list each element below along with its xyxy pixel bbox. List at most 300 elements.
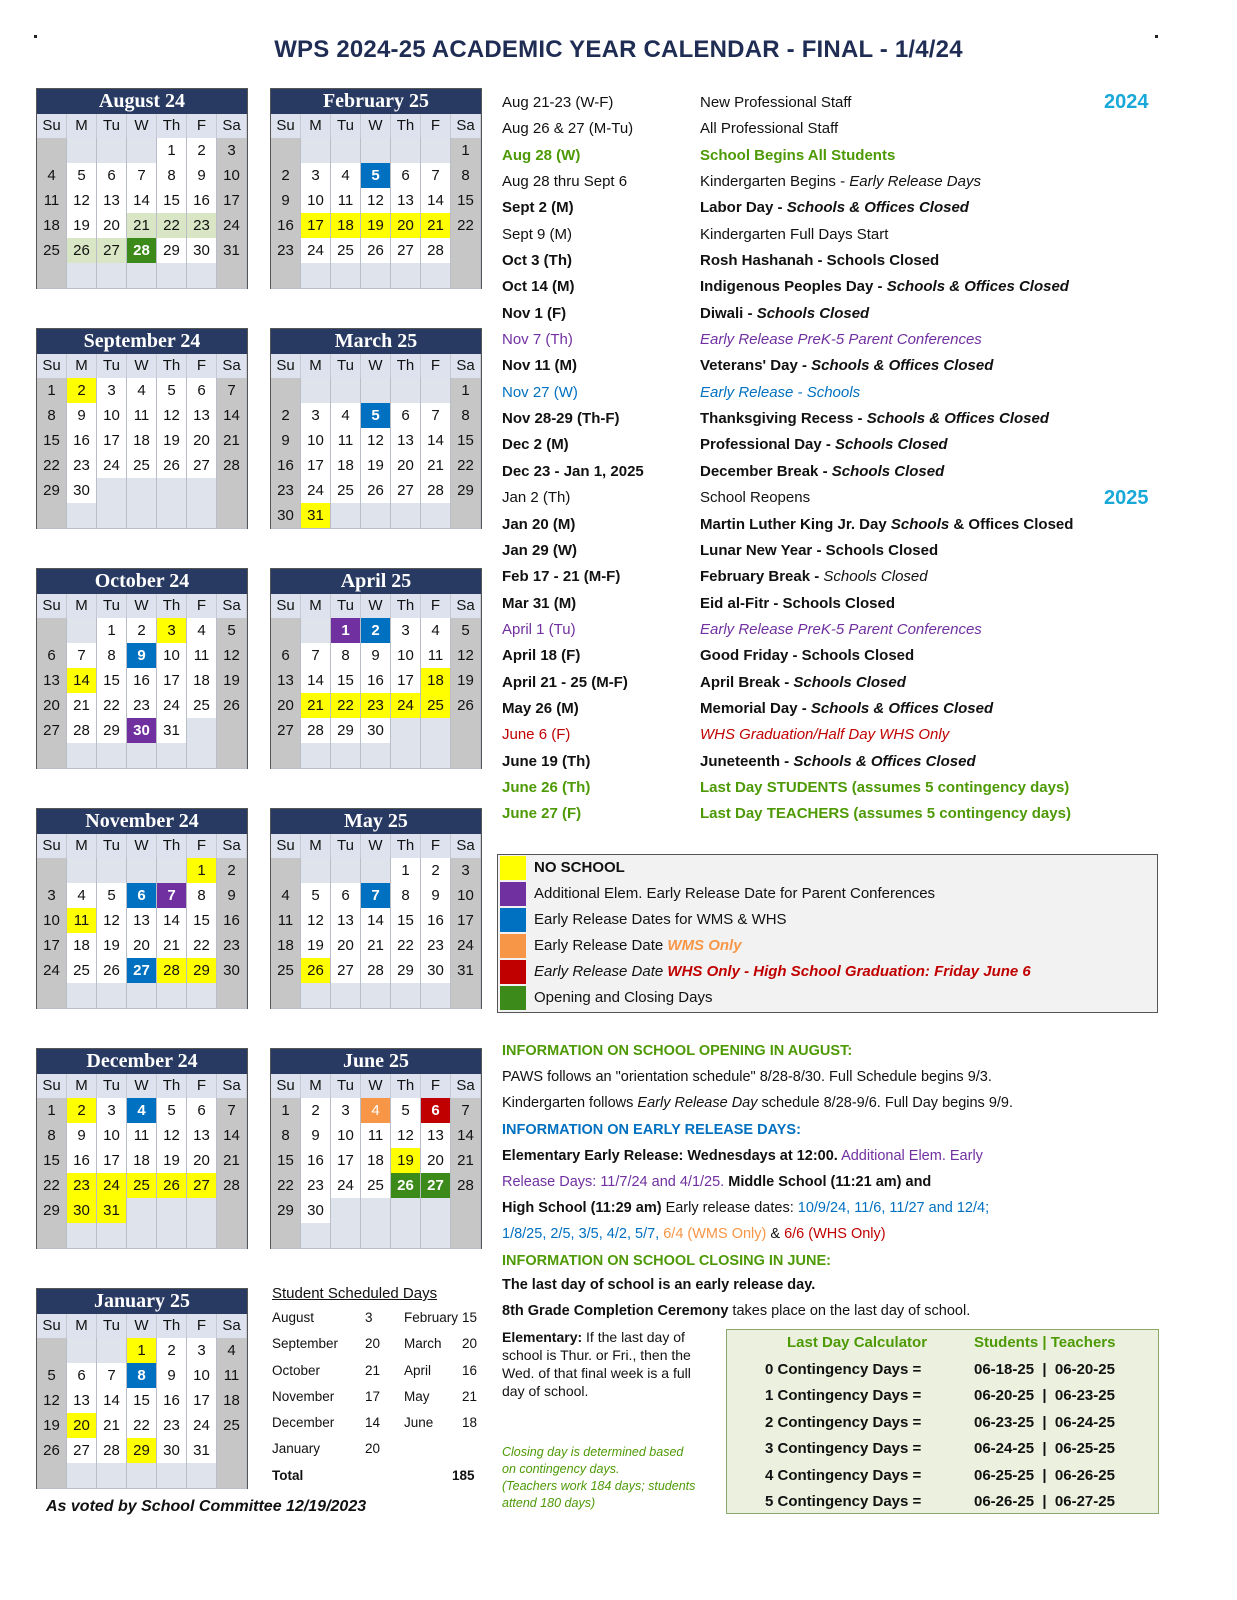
event-row — [502, 225, 1122, 251]
calculator-header: Last Day Calculator Students | Teachers — [787, 1334, 1116, 1351]
day-cell: 19 — [217, 668, 247, 694]
day-cell: 27 — [187, 453, 217, 479]
legend-swatch — [500, 908, 526, 932]
empty-cell — [187, 1198, 217, 1224]
empty-cell — [301, 618, 331, 644]
day-cell: 16 — [421, 908, 451, 934]
event-date: Aug 28 thru Sept 6 — [502, 173, 628, 191]
empty-cell — [97, 1223, 127, 1249]
day-cell: 25 — [37, 238, 67, 264]
day-cell: 1 — [97, 618, 127, 644]
empty-cell — [187, 1463, 217, 1489]
calculator-row: 1 Contingency Days = 06-20-25 | 06-23-25 — [765, 1387, 1115, 1404]
empty-cell — [301, 743, 331, 769]
day-cell: 21 — [97, 1413, 127, 1439]
month-header: December 24 — [37, 1049, 247, 1074]
day-cell: 20 — [127, 933, 157, 959]
day-cell: 26 — [361, 238, 391, 264]
weekday-label: Tu — [97, 114, 127, 138]
day-cell: 20 — [391, 213, 421, 239]
weekday-label: M — [301, 114, 331, 138]
event-description: Indigenous Peoples Day - Schools & Offices Closed — [700, 278, 1069, 296]
day-cell: 22 — [391, 933, 421, 959]
empty-cell — [331, 983, 361, 1009]
week-row — [37, 1438, 247, 1463]
month-header: November 24 — [37, 809, 247, 834]
day-cell: 26 — [157, 453, 187, 479]
event-row — [502, 146, 1122, 172]
day-cell: 11 — [127, 403, 157, 429]
event-list — [502, 93, 1122, 831]
empty-cell — [217, 503, 247, 529]
day-cell: 17 — [391, 668, 421, 694]
day-cell: 26 — [67, 238, 97, 264]
empty-cell — [301, 138, 331, 164]
day-cell: 1 — [271, 1098, 301, 1124]
day-cell: 31 — [97, 1198, 127, 1224]
day-cell: 1 — [331, 618, 361, 644]
day-cell: 2 — [301, 1098, 331, 1124]
event-row — [502, 435, 1122, 461]
day-cell: 2 — [271, 403, 301, 429]
legend-item — [498, 985, 1157, 1011]
day-cell: 29 — [331, 718, 361, 744]
legend-item — [498, 959, 1157, 985]
week-row — [37, 428, 247, 453]
weekday-label: Tu — [331, 354, 361, 378]
week-row — [37, 138, 247, 163]
day-cell: 25 — [127, 453, 157, 479]
day-cell: 27 — [127, 958, 157, 984]
weekday-label: Sa — [451, 1074, 481, 1098]
day-cell: 1 — [127, 1338, 157, 1364]
schedule-row: September 20 March 20 — [272, 1336, 478, 1352]
day-cell: 20 — [37, 693, 67, 719]
day-cell: 29 — [127, 1438, 157, 1464]
day-cell: 16 — [271, 453, 301, 479]
empty-cell — [451, 1198, 481, 1224]
weekday-label: Su — [271, 354, 301, 378]
day-cell: 14 — [451, 1123, 481, 1149]
day-cell: 30 — [127, 718, 157, 744]
early-release-line: Release Days: 11/7/24 and 4/1/25. Middle School (11:21 am) and — [502, 1174, 932, 1190]
empty-cell — [37, 263, 67, 289]
empty-cell — [331, 378, 361, 404]
day-cell: 28 — [127, 238, 157, 264]
event-date: Nov 1 (F) — [502, 304, 567, 322]
day-cell: 15 — [271, 1148, 301, 1174]
day-cell: 12 — [391, 1123, 421, 1149]
week-row — [37, 1413, 247, 1438]
empty-cell — [391, 378, 421, 404]
weekday-label: W — [361, 594, 391, 618]
day-cell: 14 — [217, 403, 247, 429]
empty-cell — [37, 618, 67, 644]
day-cell: 21 — [67, 693, 97, 719]
day-cell: 25 — [271, 958, 301, 984]
week-row — [271, 1098, 481, 1123]
legend-item — [498, 933, 1157, 959]
week-row — [271, 693, 481, 718]
day-cell: 17 — [157, 668, 187, 694]
day-cell: 18 — [127, 1148, 157, 1174]
day-cell: 17 — [187, 1388, 217, 1414]
week-row — [37, 958, 247, 983]
day-cell: 6 — [271, 643, 301, 669]
event-row — [502, 515, 1122, 541]
week-row — [37, 1463, 247, 1488]
empty-cell — [37, 1338, 67, 1364]
event-description: Lunar New Year - Schools Closed — [700, 541, 939, 559]
week-row — [271, 428, 481, 453]
empty-cell — [331, 503, 361, 529]
week-row — [271, 933, 481, 958]
week-row — [37, 668, 247, 693]
day-cell: 9 — [127, 643, 157, 669]
month-header: February 25 — [271, 89, 481, 114]
weekday-label: Tu — [331, 1074, 361, 1098]
legend-item — [498, 855, 1157, 881]
day-cell: 23 — [67, 453, 97, 479]
weekday-label: Su — [271, 1074, 301, 1098]
day-cell: 16 — [67, 428, 97, 454]
day-cell: 23 — [67, 1173, 97, 1199]
day-cell: 7 — [157, 883, 187, 909]
week-row — [271, 403, 481, 428]
week-row — [37, 618, 247, 643]
weekday-label: Th — [157, 594, 187, 618]
day-cell: 22 — [157, 213, 187, 239]
empty-cell — [421, 983, 451, 1009]
day-cell: 23 — [361, 693, 391, 719]
day-cell: 6 — [127, 883, 157, 909]
weekday-label: Su — [37, 1314, 67, 1338]
day-cell: 17 — [217, 188, 247, 214]
day-cell: 27 — [391, 238, 421, 264]
empty-cell — [271, 743, 301, 769]
event-date: May 26 (M) — [502, 699, 579, 717]
day-cell: 28 — [67, 718, 97, 744]
legend-item — [498, 881, 1157, 907]
event-date: Feb 17 - 21 (M-F) — [502, 568, 621, 586]
day-cell: 5 — [391, 1098, 421, 1124]
event-description: Early Release PreK-5 Parent Conferences — [700, 620, 982, 638]
empty-cell — [451, 718, 481, 744]
day-cell: 8 — [451, 403, 481, 429]
day-cell: 27 — [391, 478, 421, 504]
week-row — [271, 453, 481, 478]
day-cell: 26 — [217, 693, 247, 719]
event-description: Thanksgiving Recess - Schools & Offices Closed — [700, 410, 1050, 428]
legend-swatch — [500, 856, 526, 880]
weekday-label: Th — [391, 834, 421, 858]
day-cell: 11 — [331, 188, 361, 214]
event-description: Kindergarten Begins - Early Release Days — [700, 173, 981, 191]
empty-cell — [331, 1223, 361, 1249]
day-cell: 26 — [157, 1173, 187, 1199]
legend-swatch — [500, 934, 526, 958]
day-cell: 29 — [271, 1198, 301, 1224]
day-cell: 1 — [391, 858, 421, 884]
empty-cell — [301, 263, 331, 289]
day-cell: 20 — [421, 1148, 451, 1174]
weekday-label: W — [127, 594, 157, 618]
empty-cell — [361, 983, 391, 1009]
day-cell: 10 — [451, 883, 481, 909]
day-cell: 26 — [391, 1173, 421, 1199]
day-cell: 15 — [451, 428, 481, 454]
day-cell: 30 — [187, 238, 217, 264]
event-description: Good Friday - Schools Closed — [700, 647, 915, 665]
day-cell: 23 — [271, 478, 301, 504]
day-cell: 23 — [301, 1173, 331, 1199]
day-cell: 8 — [451, 163, 481, 189]
early-release-line: 1/8/25, 2/5, 3/5, 4/2, 5/7, 6/4 (WMS Only) & 6/6 (WHS Only) — [502, 1226, 886, 1242]
day-cell: 4 — [127, 1098, 157, 1124]
day-cell: 16 — [127, 668, 157, 694]
day-cell: 30 — [217, 958, 247, 984]
last-day-calculator — [726, 1329, 1159, 1514]
empty-cell — [157, 1223, 187, 1249]
closing-info-heading: INFORMATION ON SCHOOL CLOSING IN JUNE: — [502, 1253, 831, 1269]
day-cell: 25 — [331, 238, 361, 264]
empty-cell — [37, 858, 67, 884]
day-cell: 12 — [451, 643, 481, 669]
weekday-label: Tu — [331, 114, 361, 138]
day-cell: 12 — [301, 908, 331, 934]
week-row — [37, 693, 247, 718]
day-cell: 12 — [157, 1123, 187, 1149]
weekday-label: M — [301, 834, 331, 858]
weekday-label: Sa — [217, 114, 247, 138]
day-cell: 30 — [67, 478, 97, 504]
event-description: Labor Day - Schools & Offices Closed — [700, 199, 969, 217]
day-cell: 19 — [361, 453, 391, 479]
schedule-total-row: Total 185 — [272, 1467, 475, 1483]
day-cell: 24 — [97, 1173, 127, 1199]
empty-cell — [217, 743, 247, 769]
elementary-note: Elementary: If the last day of school is Thur. or Fri., then the Wed. of that final week is a full day of school. — [502, 1329, 691, 1399]
week-row — [271, 238, 481, 263]
empty-cell — [97, 983, 127, 1009]
week-row — [271, 1198, 481, 1223]
event-row — [502, 699, 1122, 725]
closing-day-note: Closing day is determined based on contingency days. (Teachers work 184 days; students attend 180 days) — [502, 1445, 696, 1510]
empty-cell — [421, 1223, 451, 1249]
day-cell: 19 — [301, 933, 331, 959]
day-cell: 31 — [451, 958, 481, 984]
day-cell: 14 — [157, 908, 187, 934]
day-cell: 20 — [271, 693, 301, 719]
day-cell: 2 — [67, 378, 97, 404]
day-cell: 1 — [187, 858, 217, 884]
day-cell: 22 — [97, 693, 127, 719]
event-row — [502, 251, 1122, 277]
day-cell: 10 — [331, 1123, 361, 1149]
day-cell: 22 — [271, 1173, 301, 1199]
day-cell: 13 — [391, 428, 421, 454]
event-row — [502, 356, 1122, 382]
weekday-label: Th — [391, 594, 421, 618]
schedule-row: August 3 February 15 — [272, 1310, 478, 1325]
weekday-label: F — [187, 594, 217, 618]
week-row — [37, 188, 247, 213]
event-description: Last Day STUDENTS (assumes 5 contingency days) — [700, 778, 1070, 796]
empty-cell — [217, 478, 247, 504]
event-description: Martin Luther King Jr. Day Schools & Offices Closed — [700, 515, 1074, 533]
day-cell: 15 — [157, 188, 187, 214]
day-cell: 28 — [301, 718, 331, 744]
day-cell: 23 — [187, 213, 217, 239]
day-cell: 5 — [67, 163, 97, 189]
day-cell: 2 — [67, 1098, 97, 1124]
day-cell: 23 — [421, 933, 451, 959]
day-cell: 21 — [421, 453, 451, 479]
day-cell: 15 — [451, 188, 481, 214]
empty-cell — [391, 1223, 421, 1249]
day-cell: 24 — [451, 933, 481, 959]
day-cell: 9 — [361, 643, 391, 669]
empty-cell — [361, 263, 391, 289]
empty-cell — [127, 478, 157, 504]
day-cell: 13 — [97, 188, 127, 214]
weekday-label: W — [127, 1074, 157, 1098]
day-cell: 19 — [361, 213, 391, 239]
week-row — [271, 668, 481, 693]
day-cell: 10 — [217, 163, 247, 189]
weekday-label: Th — [157, 1074, 187, 1098]
day-cell: 29 — [157, 238, 187, 264]
empty-cell — [271, 858, 301, 884]
day-cell: 16 — [217, 908, 247, 934]
event-row — [502, 198, 1122, 224]
event-date: Nov 7 (Th) — [502, 331, 573, 349]
event-date: June 6 (F) — [502, 726, 571, 744]
day-cell: 6 — [97, 163, 127, 189]
weekday-label: W — [127, 834, 157, 858]
event-description: Memorial Day - Schools & Offices Closed — [700, 699, 994, 717]
day-cell: 18 — [37, 213, 67, 239]
day-cell: 14 — [127, 188, 157, 214]
month-header: August 24 — [37, 89, 247, 114]
day-cell: 9 — [217, 883, 247, 909]
day-cell: 5 — [97, 883, 127, 909]
day-cell: 13 — [127, 908, 157, 934]
day-cell: 3 — [157, 618, 187, 644]
day-cell: 14 — [361, 908, 391, 934]
day-cell: 21 — [127, 213, 157, 239]
legend-label: Opening and Closing Days — [534, 989, 713, 1006]
day-cell: 30 — [67, 1198, 97, 1224]
weekday-label: Tu — [97, 1074, 127, 1098]
weekday-label: F — [187, 354, 217, 378]
empty-cell — [421, 263, 451, 289]
empty-cell — [127, 743, 157, 769]
day-cell: 30 — [157, 1438, 187, 1464]
day-cell: 3 — [451, 858, 481, 884]
day-cell: 7 — [127, 163, 157, 189]
empty-cell — [127, 983, 157, 1009]
day-cell: 4 — [421, 618, 451, 644]
empty-cell — [391, 503, 421, 529]
empty-cell — [271, 983, 301, 1009]
day-cell: 6 — [67, 1363, 97, 1389]
empty-cell — [127, 503, 157, 529]
calculator-row: 5 Contingency Days = 06-26-25 | 06-27-25 — [765, 1493, 1115, 1510]
day-cell: 4 — [67, 883, 97, 909]
empty-cell — [361, 1223, 391, 1249]
event-row — [502, 330, 1122, 356]
day-cell: 22 — [187, 933, 217, 959]
day-cell: 13 — [187, 1123, 217, 1149]
weekday-label: F — [421, 354, 451, 378]
weekday-label: M — [67, 1314, 97, 1338]
weekday-label: Tu — [331, 834, 361, 858]
weekday-label: Th — [157, 114, 187, 138]
empty-cell — [37, 1223, 67, 1249]
event-row — [502, 409, 1122, 435]
day-cell: 28 — [421, 478, 451, 504]
weekday-label: M — [67, 114, 97, 138]
day-cell: 11 — [187, 643, 217, 669]
week-row — [271, 163, 481, 188]
weekday-label: F — [421, 1074, 451, 1098]
weekday-label: Th — [157, 834, 187, 858]
day-cell: 12 — [37, 1388, 67, 1414]
month-may-25 — [270, 808, 482, 1009]
empty-cell — [97, 263, 127, 289]
day-cell: 21 — [451, 1148, 481, 1174]
week-row — [37, 1388, 247, 1413]
weekday-label: W — [361, 1074, 391, 1098]
empty-cell — [67, 1463, 97, 1489]
empty-cell — [271, 138, 301, 164]
day-cell: 3 — [37, 883, 67, 909]
day-cell: 21 — [301, 693, 331, 719]
week-row — [271, 718, 481, 743]
day-cell: 24 — [391, 693, 421, 719]
day-cell: 4 — [361, 1098, 391, 1124]
empty-cell — [421, 1198, 451, 1224]
week-row — [271, 1223, 481, 1248]
event-date: April 1 (Tu) — [502, 620, 576, 638]
empty-cell — [301, 858, 331, 884]
day-cell: 16 — [361, 668, 391, 694]
weekday-label: W — [127, 1314, 157, 1338]
week-row — [271, 618, 481, 643]
event-description: New Professional Staff — [700, 94, 852, 111]
weekday-label: M — [301, 354, 331, 378]
event-date: Aug 21-23 (W-F) — [502, 94, 614, 111]
day-cell: 12 — [157, 403, 187, 429]
day-cell: 17 — [97, 428, 127, 454]
week-row — [37, 883, 247, 908]
week-row — [271, 1173, 481, 1198]
day-cell: 12 — [361, 188, 391, 214]
early-release-line: Elementary Early Release: Wednesdays at 12:00. Additional Elem. Early — [502, 1148, 983, 1164]
weekday-label: Sa — [451, 594, 481, 618]
empty-cell — [271, 263, 301, 289]
day-cell: 25 — [361, 1173, 391, 1199]
week-row — [37, 163, 247, 188]
event-description: School Begins All Students — [700, 146, 896, 164]
day-cell: 31 — [157, 718, 187, 744]
day-cell: 25 — [421, 693, 451, 719]
day-cell: 8 — [157, 163, 187, 189]
event-date: Dec 2 (M) — [502, 436, 569, 454]
day-cell: 27 — [97, 238, 127, 264]
event-row — [502, 567, 1122, 593]
